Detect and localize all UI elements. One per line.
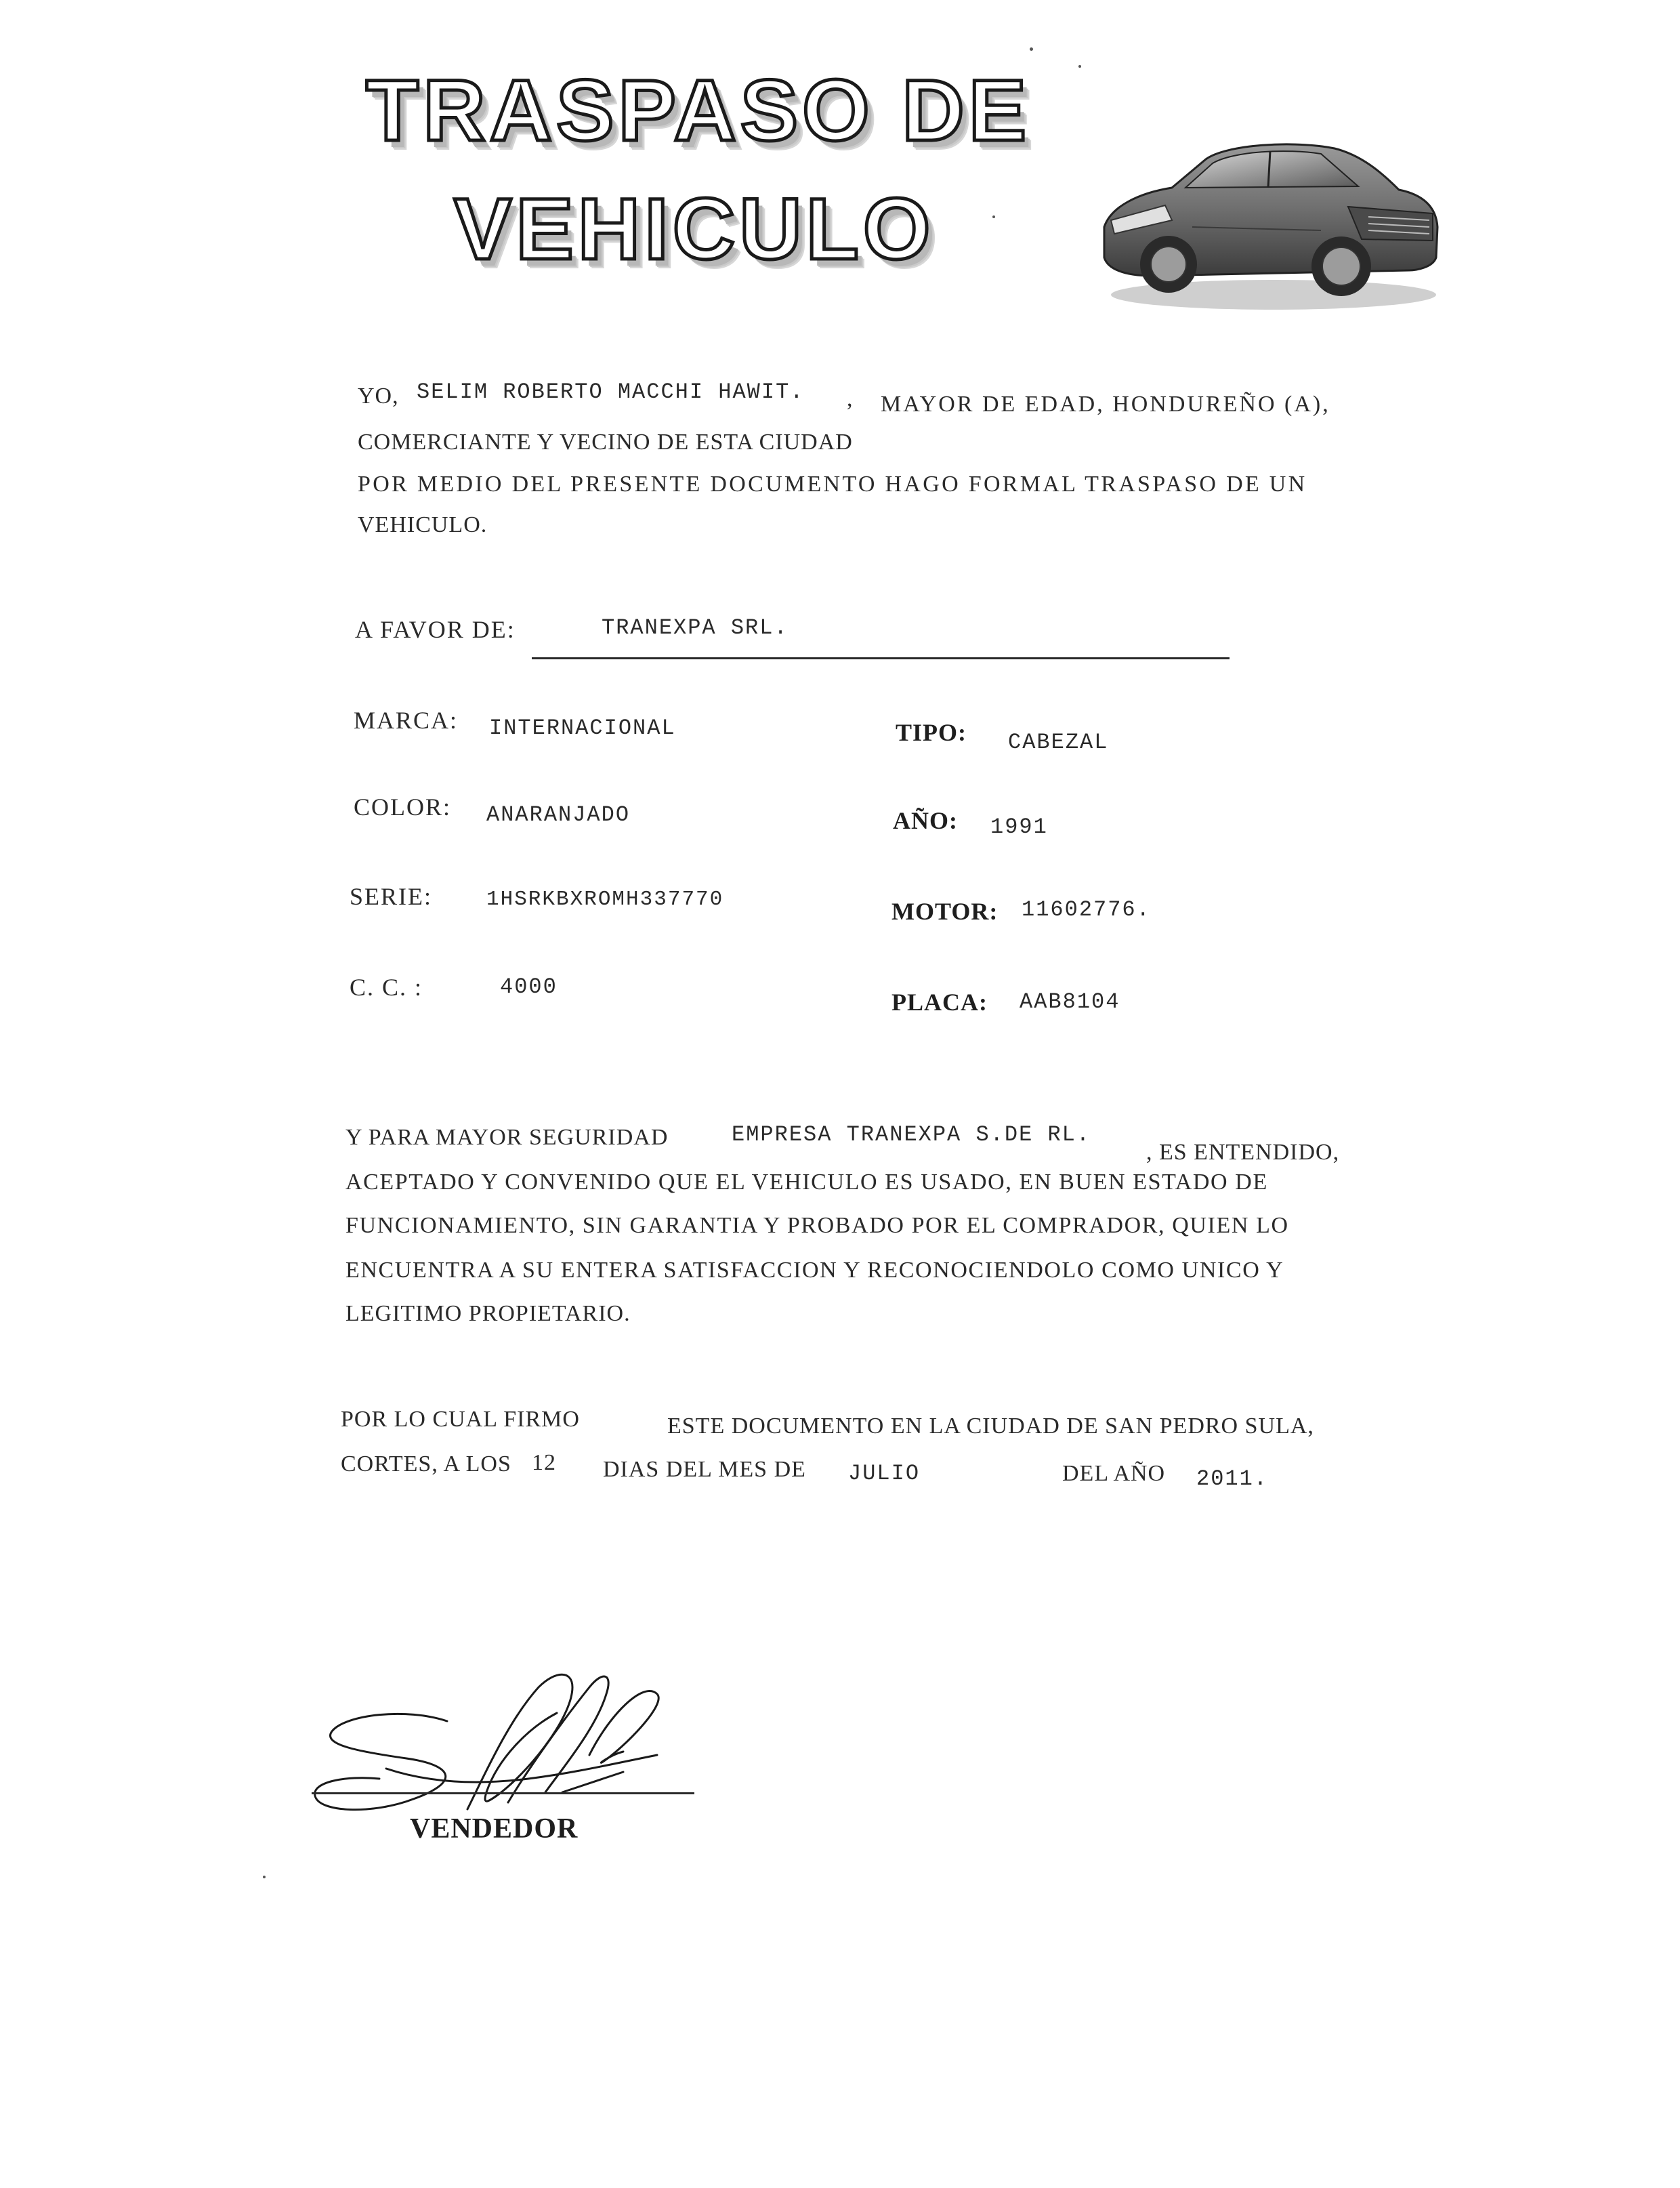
cc-label: C. C. : [350,974,423,1001]
serie-label: SERIE: [350,883,433,910]
closing-month: JULIO [848,1461,921,1486]
closing-year: 2011. [1196,1466,1269,1491]
title-line-1: TRASPASO DE [366,62,1031,159]
closing-line1-start: POR LO CUAL FIRMO [341,1407,580,1432]
closing-line2-start: CORTES, A LOS [341,1451,511,1477]
placa-label: PLACA: [891,989,988,1016]
closing-days-label: DIAS DEL MES DE [603,1457,806,1482]
scan-speck [263,1876,266,1878]
scan-speck [992,215,995,218]
motor-label: MOTOR: [891,898,999,925]
signature-line [312,1792,694,1794]
document-title [352,54,1084,298]
color-label: COLOR: [354,793,452,821]
security-line1-start: Y PARA MAYOR SEGURIDAD [345,1125,669,1150]
scan-speck [1030,47,1033,51]
cc-value: 4000 [500,974,558,999]
intro-line4: VEHICULO. [358,512,488,537]
closing-line1-end: ESTE DOCUMENTO EN LA CIUDAD DE SAN PEDRO SULA, [667,1413,1314,1439]
motor-value: 11602776. [1022,897,1151,922]
closing-year-label: DEL AÑO [1062,1461,1166,1486]
security-line4: ENCUENTRA A SU ENTERA SATISFACCION Y RECONOCIENDOLO COMO UNICO Y [345,1258,1284,1283]
favor-label: A FAVOR DE: [355,616,516,643]
placa-value: AAB8104 [1020,989,1120,1014]
anio-value: 1991 [990,814,1048,840]
scan-speck [1078,65,1081,68]
closing-day: 12 [532,1450,556,1475]
intro-line1-rest: MAYOR DE EDAD, HONDUREÑO (A), [881,392,1330,417]
anio-label: AÑO: [893,807,958,834]
favor-underline [532,657,1230,659]
tipo-label: TIPO: [896,719,967,746]
intro-line3: POR MEDIO DEL PRESENTE DOCUMENTO HAGO FORMAL TRASPASO DE UN [358,472,1307,497]
buyer-name: TRANEXPA SRL. [602,615,789,640]
security-company: EMPRESA TRANEXPA S.DE RL. [732,1122,1091,1147]
marca-label: MARCA: [354,707,459,734]
seller-name: SELIM ROBERTO MACCHI HAWIT. [417,379,805,405]
car-image [1091,125,1443,315]
tipo-value: CABEZAL [1008,730,1109,755]
security-line1-end: , ES ENTENDIDO, [1146,1140,1340,1165]
security-line2: ACEPTADO Y CONVENIDO QUE EL VEHICULO ES USADO, EN BUEN ESTADO DE [345,1170,1268,1195]
intro-yo: YO, [358,384,399,409]
intro-comma: , [847,386,854,411]
intro-line2: COMERCIANTE Y VECINO DE ESTA CIUDAD [358,430,853,455]
serie-value: 1HSRKBXROMH337770 [486,888,724,911]
color-value: ANARANJADO [486,802,631,827]
security-line5: LEGITIMO PROPIETARIO. [345,1301,631,1326]
signature-role: VENDEDOR [410,1813,579,1844]
marca-value: INTERNACIONAL [489,716,676,741]
title-line-2: VEHICULO [454,181,935,278]
security-line3: FUNCIONAMIENTO, SIN GARANTIA Y PROBADO POR EL COMPRADOR, QUIEN LO [345,1213,1289,1238]
